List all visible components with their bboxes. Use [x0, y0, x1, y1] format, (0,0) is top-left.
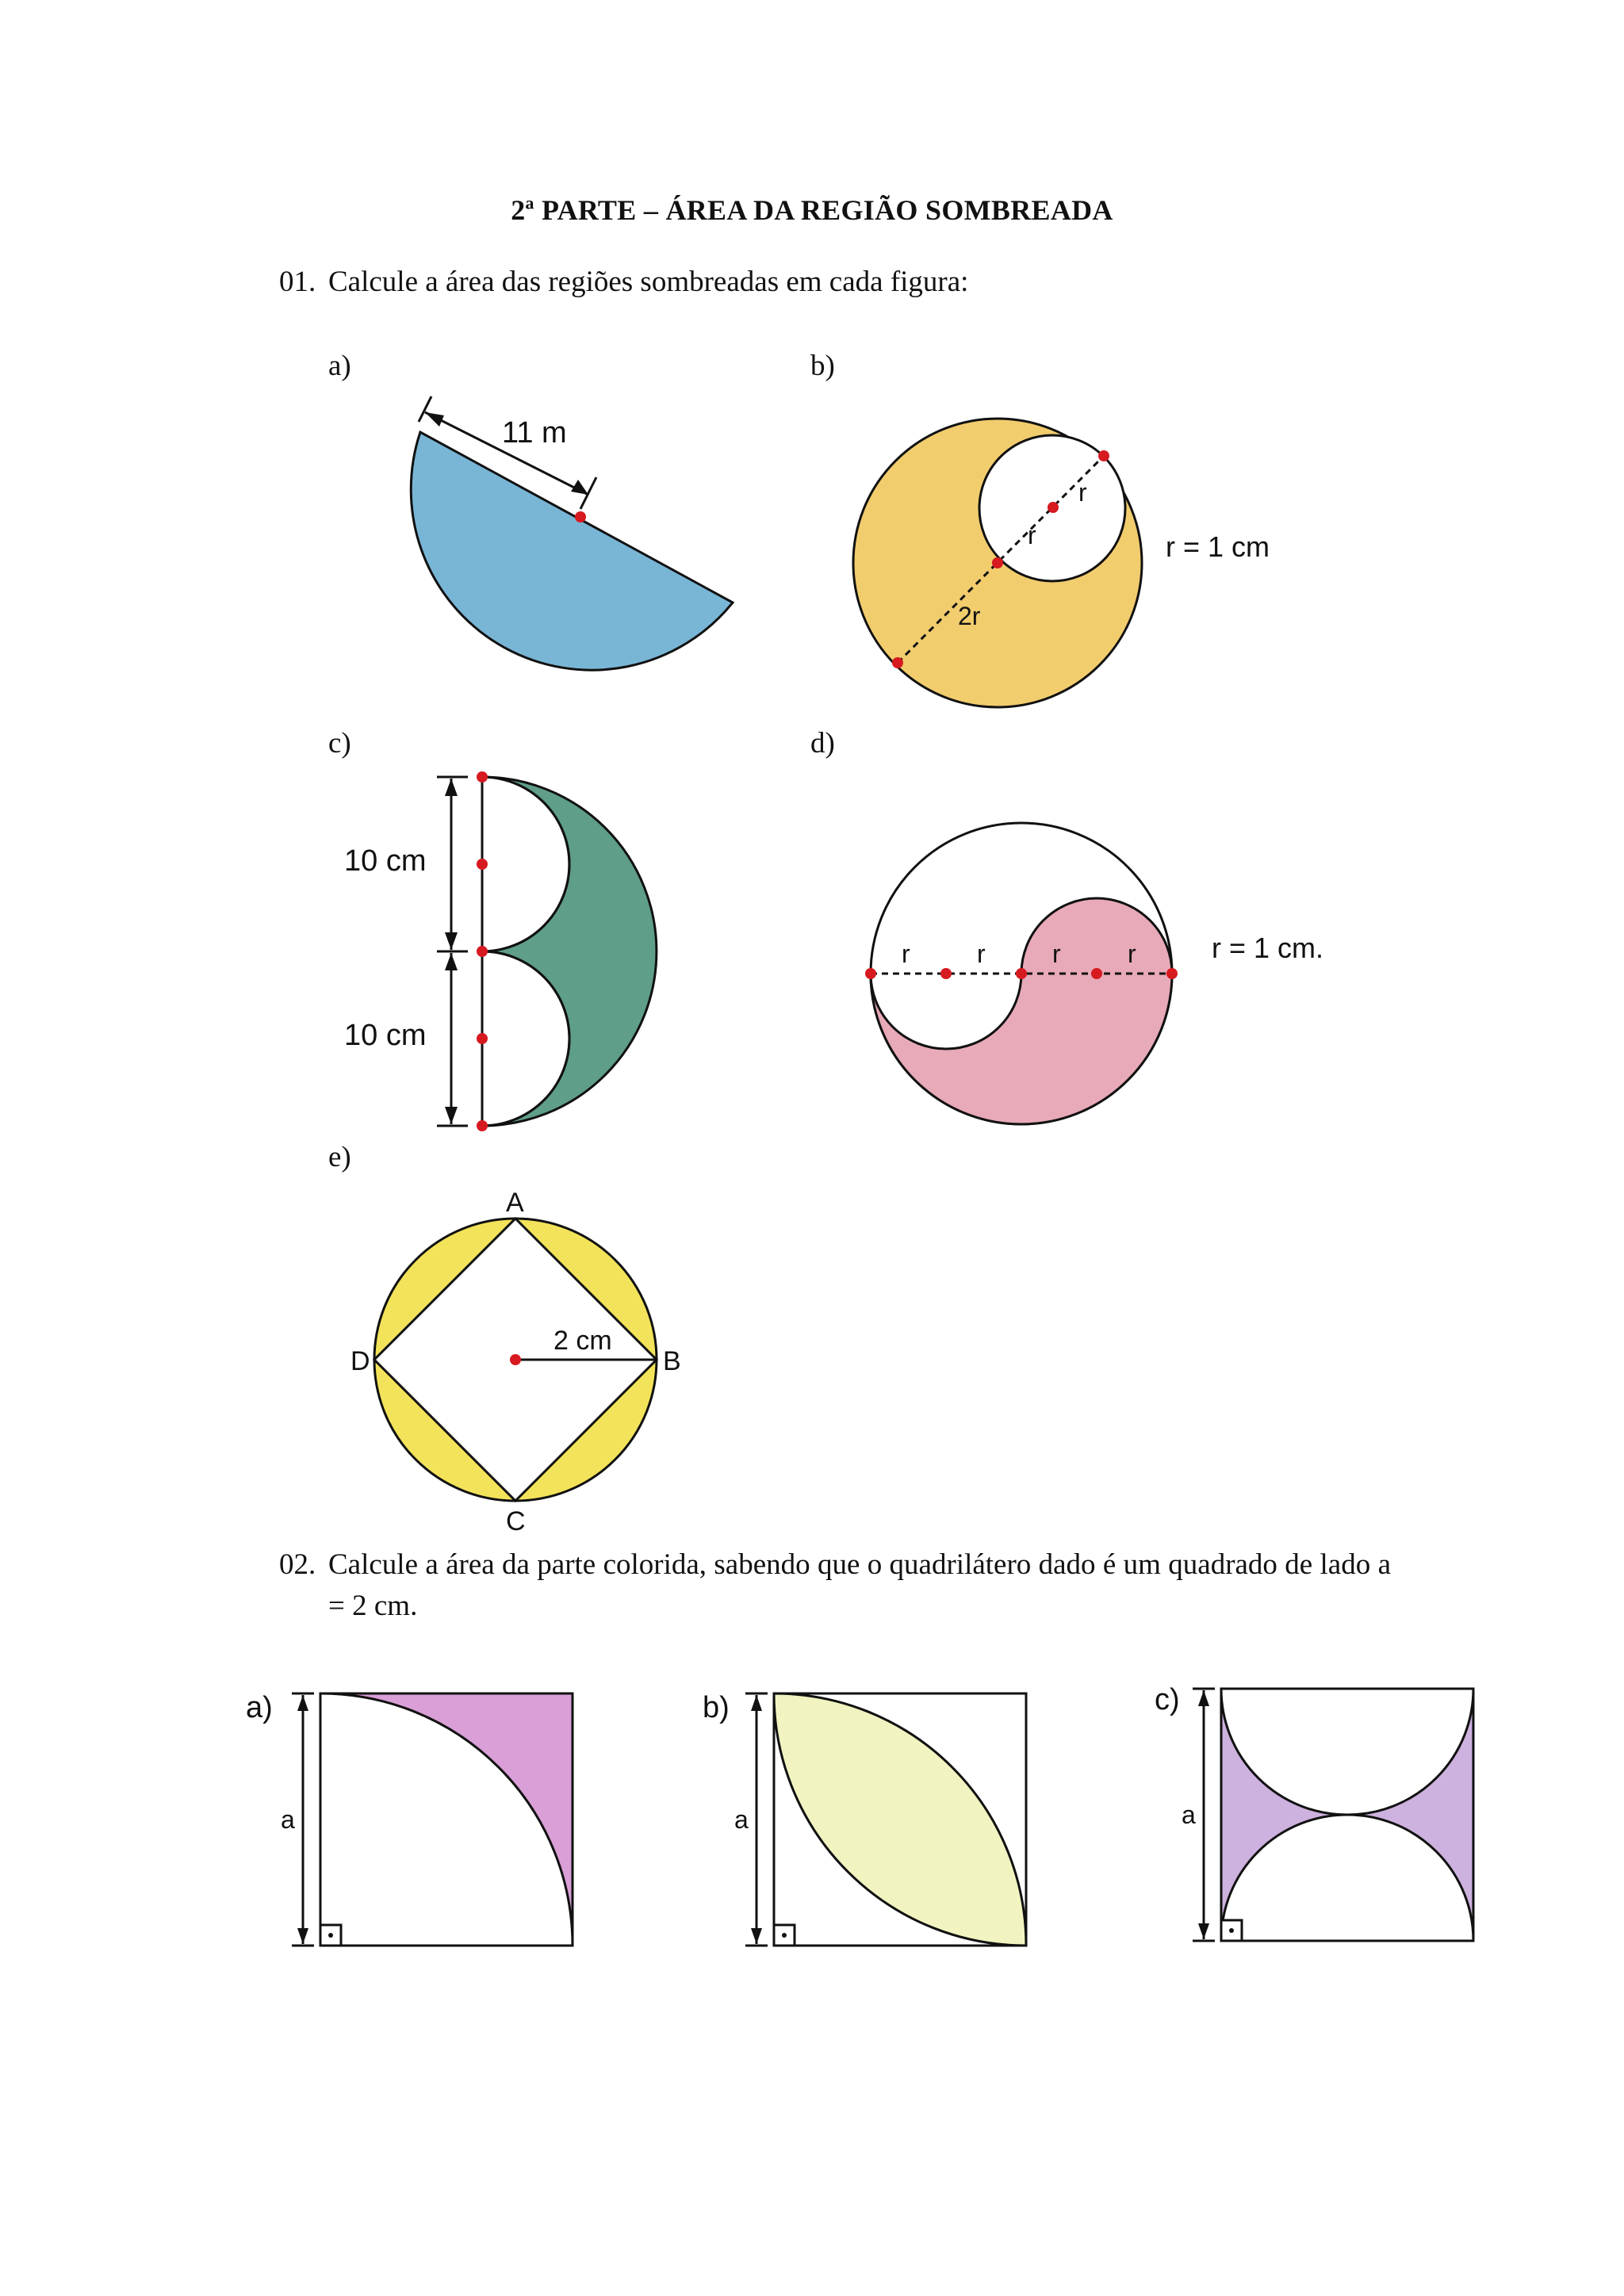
figure-2a: [238, 1681, 587, 1966]
figure-2b-right-angle-dot: [782, 1933, 787, 1938]
figure-1c-arrowhead: [445, 779, 458, 796]
figure-2a-arrowhead: [297, 1695, 308, 1711]
figure-2c-side-label: a: [1182, 1800, 1196, 1829]
question-2: [279, 1544, 1399, 1632]
question-1-text: Calcule a área das regiões sombreadas em cada figura:: [328, 266, 969, 298]
figure-1c-point: [477, 771, 488, 783]
figure-1b-label: b): [810, 350, 835, 382]
question-1: [279, 262, 1389, 306]
figure-1a-shaded-semicircle: [411, 432, 733, 670]
figure-1c-arrowhead: [445, 1107, 458, 1124]
figure-2b-arrowhead: [751, 1695, 762, 1711]
figure-1c-point: [477, 1033, 488, 1044]
figure-1e-label: e): [328, 1141, 351, 1173]
question-2-number: 02.: [279, 1548, 316, 1581]
figure-1a-tick: [419, 396, 431, 422]
figure-1b-point: [992, 557, 1003, 568]
figure-1c: [333, 761, 682, 1134]
figure-1a: [349, 396, 761, 714]
figure-1d-label-r: r: [902, 939, 910, 968]
figure-1b-label-2r: 2r: [958, 602, 981, 630]
figure-1d-label: d): [810, 727, 835, 760]
figure-1b-label-r: r: [1028, 521, 1036, 549]
figure-1b-point: [1098, 450, 1109, 461]
figure-2c: [1142, 1676, 1491, 1961]
figure-1d-point: [1016, 968, 1027, 979]
figure-2a-label: a): [246, 1691, 273, 1724]
figure-1a-measure-label: 11 m: [502, 416, 567, 450]
figure-1c-arrowhead: [445, 932, 458, 950]
figure-1b-radius-note: r = 1 cm: [1166, 530, 1270, 563]
figure-2b-label: b): [703, 1691, 730, 1724]
figure-1c-shaded-crescent: [482, 777, 657, 1126]
page-title: 2ª PARTE – ÁREA DA REGIÃO SOMBREADA: [511, 194, 1113, 226]
question-1-number: 01.: [279, 266, 316, 298]
figure-1e-vertex-c: C: [506, 1506, 526, 1536]
figure-2c-arrowhead: [1198, 1690, 1209, 1706]
figure-1d-label-r: r: [1052, 939, 1061, 968]
figure-1d-point: [940, 968, 952, 979]
figure-1d-label-r: r: [1128, 939, 1136, 968]
figure-1e-measure-label: 2 cm: [553, 1326, 612, 1356]
figure-1d-point: [865, 968, 876, 979]
figure-2a-side-label: a: [281, 1805, 295, 1834]
figure-2b-side-label: a: [734, 1805, 749, 1834]
figure-2c-right-angle-dot: [1229, 1928, 1234, 1933]
figure-2b: [698, 1681, 1047, 1966]
figure-1d-label-r: r: [977, 939, 986, 968]
figure-1c-point: [477, 1120, 488, 1131]
question-2-text: Calcule a área da parte colorida, sabendo que o quadrilátero dado é um quadrado de lado a = 2 cm.: [328, 1548, 1391, 1622]
figure-1a-arrowhead-left: [425, 412, 444, 427]
figure-1b-point: [892, 657, 903, 668]
figure-1c-point: [477, 946, 488, 957]
figure-2a-arrowhead: [297, 1928, 308, 1944]
figure-1e-vertex-d: D: [350, 1346, 370, 1376]
figure-1d-point: [1091, 968, 1102, 979]
figure-1b: [848, 404, 1293, 721]
figure-2c-label: c): [1155, 1683, 1180, 1716]
figure-1c-arrowhead: [445, 953, 458, 970]
figure-1d: [856, 840, 1364, 1142]
figure-1e: [341, 1181, 706, 1538]
figure-1a-label: a): [328, 350, 351, 382]
figure-1c-measure-top: 10 cm: [344, 844, 427, 878]
figure-1a-center-point: [575, 511, 586, 522]
figure-2b-arrowhead: [751, 1928, 762, 1944]
figure-1d-point: [1166, 968, 1178, 979]
figure-2a-right-angle-dot: [328, 1933, 333, 1938]
figure-1e-vertex-b: B: [663, 1346, 681, 1376]
figure-1b-label-r: r: [1078, 478, 1087, 507]
figure-1e-center-point: [510, 1354, 521, 1365]
figure-1c-point: [477, 859, 488, 870]
figure-1c-measure-bottom: 10 cm: [344, 1019, 427, 1052]
figure-1c-label: c): [328, 727, 351, 760]
figure-1e-vertex-a: A: [506, 1188, 524, 1218]
figure-1b-point: [1048, 502, 1059, 513]
figure-2c-arrowhead: [1198, 1923, 1209, 1939]
figure-1d-radius-note: r = 1 cm.: [1212, 932, 1324, 964]
